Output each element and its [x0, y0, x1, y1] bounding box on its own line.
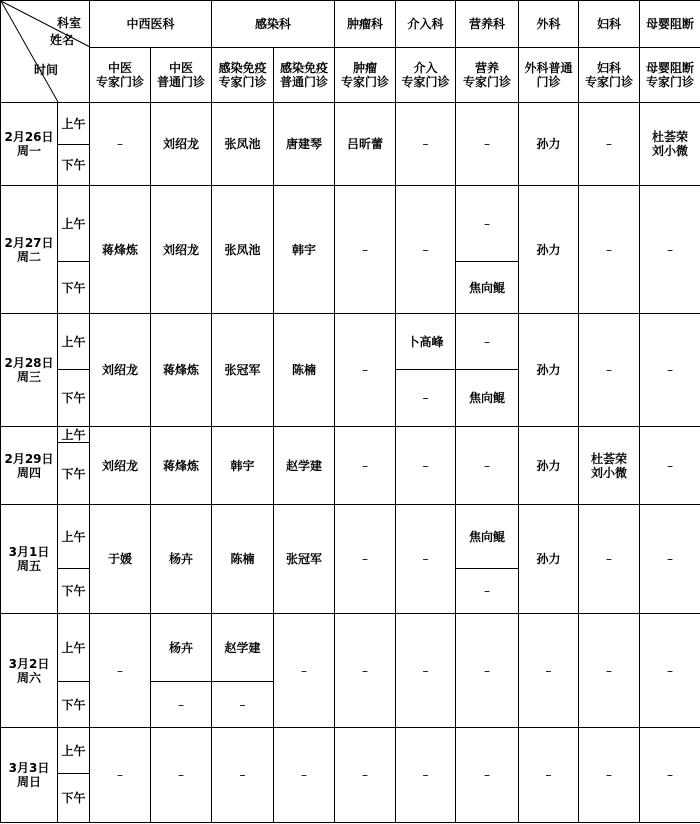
schedule-cell: –: [151, 682, 212, 728]
schedule-cell: 孙力: [519, 103, 579, 186]
schedule-cell: –: [90, 103, 151, 186]
schedule-cell: –: [335, 314, 396, 427]
schedule-cell: 杜荟荣 刘小微: [579, 427, 640, 505]
dept-header: 中西医科: [90, 1, 212, 48]
schedule-cell: –: [274, 614, 335, 728]
schedule-cell: 焦向鲲: [456, 262, 519, 314]
schedule-cell: 孙力: [519, 427, 579, 505]
schedule-cell: –: [640, 505, 700, 614]
schedule-cell: 陈楠: [274, 314, 335, 427]
schedule-cell: –: [335, 728, 396, 823]
dept-header: 外科: [519, 1, 579, 48]
corner-header: [1, 1, 90, 103]
schedule-cell: –: [456, 427, 519, 505]
slot-pm: 下午: [58, 569, 90, 614]
subcol-header: 感染免疫 普通门诊: [274, 48, 335, 103]
slot-am: 上午: [58, 314, 90, 370]
schedule-cell: –: [640, 314, 700, 427]
schedule-cell: –: [335, 186, 396, 314]
schedule-cell: 张冠军: [212, 314, 274, 427]
schedule-cell: –: [640, 427, 700, 505]
subcol-header: 肿瘤 专家门诊: [335, 48, 396, 103]
date-cell: 2月27日 周二: [1, 186, 58, 314]
schedule-cell: 于媛: [90, 505, 151, 614]
schedule-cell: –: [274, 728, 335, 823]
slot-am: 上午: [58, 614, 90, 682]
schedule-cell: –: [579, 186, 640, 314]
subcol-header: 妇科 专家门诊: [579, 48, 640, 103]
dept-header: 妇科: [579, 1, 640, 48]
schedule-cell: 陈楠: [212, 505, 274, 614]
schedule-cell: –: [335, 614, 396, 728]
schedule-cell: 孙力: [519, 186, 579, 314]
dept-header: 母婴阻断: [640, 1, 700, 48]
schedule-cell: –: [335, 427, 396, 505]
schedule-cell: –: [396, 103, 456, 186]
schedule-cell: –: [151, 728, 212, 823]
dept-header: 感染科: [212, 1, 335, 48]
schedule-cell: 蒋烽炼: [151, 314, 212, 427]
schedule-cell: –: [579, 103, 640, 186]
schedule-cell: –: [212, 728, 274, 823]
slot-am: 上午: [58, 103, 90, 145]
date-cell: 2月26日 周一: [1, 103, 58, 186]
date-cell: 3月2日 周六: [1, 614, 58, 728]
schedule-cell: 韩宇: [212, 427, 274, 505]
corner-name-label: 姓名: [50, 33, 75, 47]
slot-pm: 下午: [58, 145, 90, 186]
schedule-cell: –: [396, 370, 456, 427]
schedule-cell: 吕昕蕾: [335, 103, 396, 186]
subcol-header: 营养 专家门诊: [456, 48, 519, 103]
slot-pm: 下午: [58, 774, 90, 823]
schedule-cell: 孙力: [519, 505, 579, 614]
schedule-cell: –: [456, 614, 519, 728]
schedule-cell: –: [579, 728, 640, 823]
schedule-cell: 张凤池: [212, 186, 274, 314]
schedule-cell: –: [579, 614, 640, 728]
schedule-cell: –: [640, 186, 700, 314]
schedule-cell: 赵学建: [212, 614, 274, 682]
schedule-cell: –: [579, 314, 640, 427]
schedule-cell: –: [396, 614, 456, 728]
date-cell: 3月3日 周日: [1, 728, 58, 823]
subcol-header: 中医 普通门诊: [151, 48, 212, 103]
schedule-cell: –: [640, 728, 700, 823]
date-cell: 3月1日 周五: [1, 505, 58, 614]
date-cell: 2月28日 周三: [1, 314, 58, 427]
schedule-cell: –: [519, 614, 579, 728]
schedule-cell: 杜荟荣 刘小微: [640, 103, 700, 186]
slot-pm: 下午: [58, 682, 90, 728]
subcol-header: 感染免疫 专家门诊: [212, 48, 274, 103]
schedule-cell: –: [640, 614, 700, 728]
schedule-cell: 杨卉: [151, 505, 212, 614]
slot-pm: 下午: [58, 443, 90, 505]
subcol-header: 母婴阻断 专家门诊: [640, 48, 700, 103]
schedule-cell: –: [456, 103, 519, 186]
schedule-cell: –: [456, 728, 519, 823]
subcol-header: 外科普通 门诊: [519, 48, 579, 103]
schedule-cell: –: [519, 728, 579, 823]
schedule-cell: 卜高峰: [396, 314, 456, 370]
corner-time-label: 时间: [34, 63, 59, 77]
schedule-cell: 焦向鲲: [456, 505, 519, 569]
slot-am: 上午: [58, 186, 90, 262]
schedule-cell: 唐建琴: [274, 103, 335, 186]
schedule-cell: –: [396, 186, 456, 314]
schedule-cell: 张凤池: [212, 103, 274, 186]
schedule-cell: 孙力: [519, 314, 579, 427]
schedule-cell: –: [396, 427, 456, 505]
slot-am: 上午: [58, 427, 90, 443]
slot-pm: 下午: [58, 370, 90, 427]
schedule-cell: 蒋烽炼: [151, 427, 212, 505]
schedule-cell: –: [396, 728, 456, 823]
schedule-cell: –: [90, 614, 151, 728]
schedule-cell: 刘绍龙: [151, 186, 212, 314]
schedule-cell: 刘绍龙: [151, 103, 212, 186]
date-cell: 2月29日 周四: [1, 427, 58, 505]
slot-pm: 下午: [58, 262, 90, 314]
slot-am: 上午: [58, 728, 90, 774]
schedule-cell: 杨卉: [151, 614, 212, 682]
schedule-cell: 焦向鲲: [456, 370, 519, 427]
slot-am: 上午: [58, 505, 90, 569]
schedule-cell: –: [335, 505, 396, 614]
schedule-cell: –: [456, 186, 519, 262]
schedule-cell: 刘绍龙: [90, 427, 151, 505]
schedule-cell: 蒋烽炼: [90, 186, 151, 314]
schedule-cell: –: [396, 505, 456, 614]
dept-header: 介入科: [396, 1, 456, 48]
dept-header: 营养科: [456, 1, 519, 48]
subcol-header: 介入 专家门诊: [396, 48, 456, 103]
schedule-cell: –: [90, 728, 151, 823]
schedule-cell: 赵学建: [274, 427, 335, 505]
schedule-cell: 韩宇: [274, 186, 335, 314]
subcol-header: 中医 专家门诊: [90, 48, 151, 103]
schedule-cell: 刘绍龙: [90, 314, 151, 427]
schedule-cell: –: [212, 682, 274, 728]
schedule-cell: –: [579, 505, 640, 614]
schedule-cell: –: [456, 569, 519, 614]
schedule-cell: –: [456, 314, 519, 370]
corner-dept-label: 科室: [57, 16, 82, 30]
schedule-cell: 张冠军: [274, 505, 335, 614]
dept-header: 肿瘤科: [335, 1, 396, 48]
